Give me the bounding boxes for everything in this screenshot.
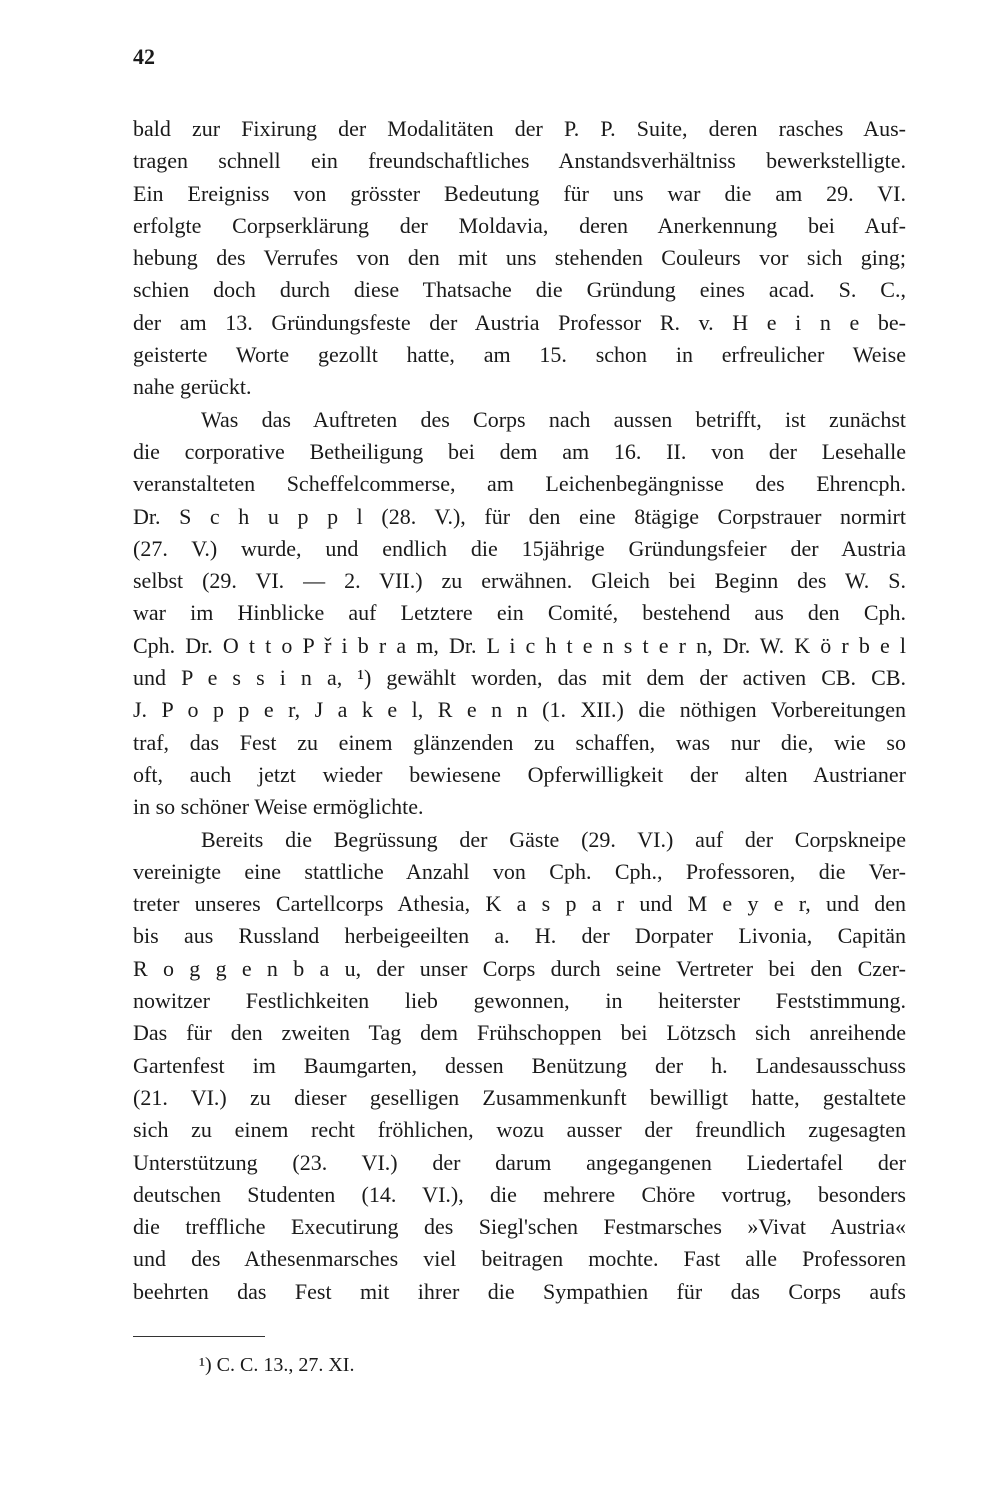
text-line: und P e s s i n a, ¹) gewählt worden, das mit dem der activen CB. CB. (133, 665, 906, 691)
text-line: hebung des Verrufes von den mit uns stehenden Couleurs vor sich ging; (133, 245, 906, 271)
text-line: die corporative Betheiligung bei dem am 16. II. von der Lesehalle (133, 438, 906, 464)
text-line: Was das Auftreten des Corps nach aussen betrifft, ist zunächst (201, 406, 906, 432)
text-line: der am 13. Gründungsfeste der Austria Professor R. v. H e i n e be- (133, 309, 906, 335)
text-line: vereinigte eine stattliche Anzahl von Cph. Cph., Professoren, die Ver- (133, 858, 906, 884)
text-line: treter unseres Cartellcorps Athesia, K a s p a r und M e y e r, und den (133, 891, 906, 917)
text-line: J. P o p p e r, J a k e l, R e n n (1. XII.) die nöthigen Vorbereitungen (133, 697, 906, 723)
text-line: Bereits die Begrüssung der Gäste (29. VI.) auf der Corpskneipe (201, 826, 906, 852)
text-line: Cph. Dr. O t t o P ř i b r a m, Dr. L i c h t e n s t e r n, Dr. W. K ö r b e l (133, 632, 906, 658)
text-line: traf, das Fest zu einem glänzenden zu schaffen, was nur die, wie so (133, 729, 906, 755)
text-line: erfolgte Corpserklärung der Moldavia, deren Anerkennung bei Auf- (133, 212, 906, 238)
text-line: oft, auch jetzt wieder bewiesene Opferwilligkeit der alten Austrianer (133, 761, 906, 787)
text-line: und des Athesenmarsches viel beitragen mochte. Fast alle Professoren (133, 1246, 906, 1272)
text-line: beehrten das Fest mit ihrer die Sympathien für das Corps aufs (133, 1278, 906, 1304)
text-line: war im Hinblicke auf Letztere ein Comité, bestehend aus den Cph. (133, 600, 906, 626)
text-line: (27. V.) wurde, und endlich die 15jährige Gründungsfeier der Austria (133, 535, 906, 561)
text-line: deutschen Studenten (14. VI.), die mehrere Chöre vortrug, besonders (133, 1181, 906, 1207)
footnote: ¹) C. C. 13., 27. XI. (199, 1354, 355, 1376)
text-line: Gartenfest im Baumgarten, dessen Benützung der h. Landesausschuss (133, 1052, 906, 1078)
text-line: geisterte Worte gezollt hatte, am 15. schon in erfreulicher Weise (133, 342, 906, 368)
text-line: Unterstützung (23. VI.) der darum angegangenen Liedertafel der (133, 1149, 906, 1175)
text-line: Ein Ereigniss von grösster Bedeutung für uns war die am 29. VI. (133, 180, 906, 206)
text-line: selbst (29. VI. — 2. VII.) zu erwähnen. Gleich bei Beginn des W. S. (133, 568, 906, 594)
body-text (133, 113, 906, 1308)
text-line: Das für den zweiten Tag dem Frühschoppen bei Lötzsch sich anreihende (133, 1020, 906, 1046)
page-number: 42 (133, 44, 155, 69)
text-line: in so schöner Weise ermöglichte. (133, 794, 424, 820)
text-line: tragen schnell ein freundschaftliches Anstandsverhältniss bewerkstelligte. (133, 148, 906, 174)
text-line: sich zu einem recht fröhlichen, wozu ausser der freundlich zugesagten (133, 1117, 906, 1143)
text-line: schien doch durch diese Thatsache die Gründung eines acad. S. C., (133, 277, 906, 303)
text-line: Dr. S c h u p p l (28. V.), für den eine 8tägige Corpstrauer normirt (133, 503, 906, 529)
footnote-rule (133, 1336, 265, 1337)
text-line: (21. VI.) zu dieser geselligen Zusammenkunft bewilligt hatte, gestaltete (133, 1084, 906, 1110)
text-line: R o g g e n b a u, der unser Corps durch seine Vertreter bei den Czer- (133, 955, 906, 981)
text-line: veranstalteten Scheffelcommerse, am Leichenbegängnisse des Ehrencph. (133, 471, 906, 497)
text-line: bis aus Russland herbeigeeilten a. H. der Dorpater Livonia, Capitän (133, 923, 906, 949)
text-line: die treffliche Executirung des Siegl'schen Festmarsches »Vivat Austria« (133, 1214, 906, 1240)
text-line: nahe gerückt. (133, 374, 252, 400)
text-line: bald zur Fixirung der Modalitäten der P. P. Suite, deren rasches Aus- (133, 116, 906, 141)
text-line: nowitzer Festlichkeiten lieb gewonnen, in heiterster Feststimmung. (133, 988, 906, 1014)
